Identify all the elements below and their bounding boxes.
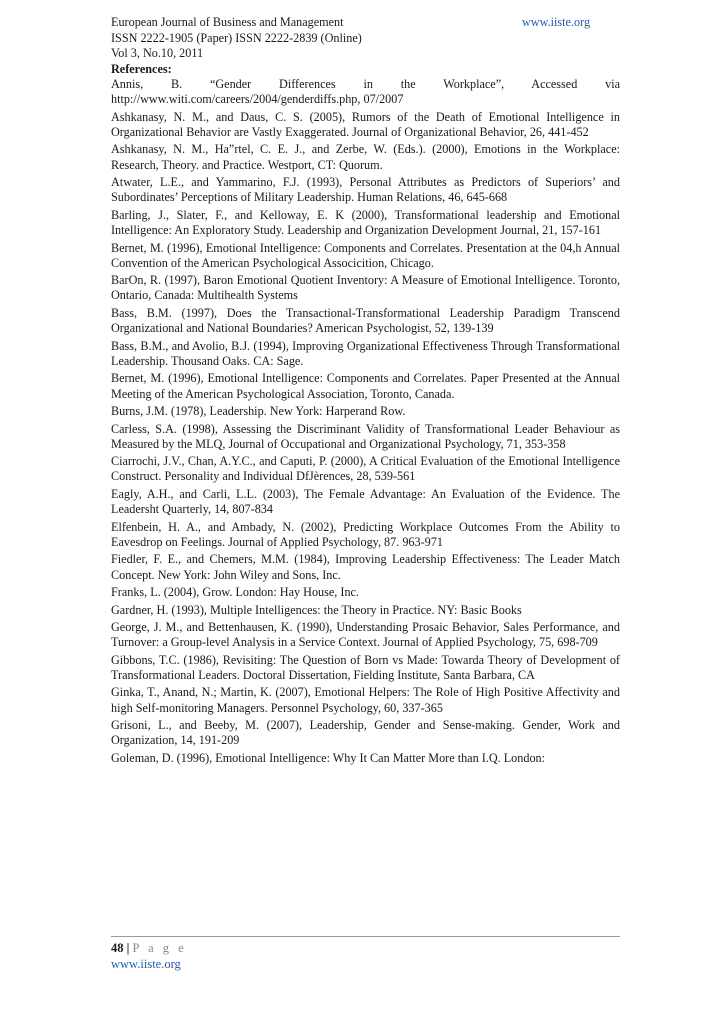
reference-item: Fiedler, F. E., and Chemers, M.M. (1984), Improving Leadership Effectiveness: The Leader Match Concept. New York: John Wiley and Sons, Inc. — [111, 552, 620, 582]
journal-header-row — [111, 15, 620, 31]
reference-item: Atwater, L.E., and Yammarino, F.J. (1993), Personal Attributes as Predictors of Superiors’ and Subordinates’ Perceptions of Military Leadership. Human Relations, 46, 645-668 — [111, 175, 620, 205]
reference-item: Grisoni, L., and Beeby, M. (2007), Leadership, Gender and Sense-making. Gender, Work and Organization, 14, 191-209 — [111, 718, 620, 748]
footer-divider — [111, 936, 620, 937]
reference-item: Gibbons, T.C. (1986), Revisiting: The Question of Born vs Made: Towarda Theory of Development of Transformational Leaders. Doctoral Dissertation, Fielding Institute, Santa Barbara, CA — [111, 652, 620, 682]
reference-item: Gardner, H. (1993), Multiple Intelligences: the Theory in Practice. NY: Basic Books — [111, 602, 522, 617]
reference-item: Ashkanasy, N. M., Ha”rtel, C. E. J., and Zerbe, W. (Eds.). (2000), Emotions in the Workplace: Research, Theory. and Practice. Westport, CT: Quorum. — [111, 142, 620, 172]
references-heading: References: — [111, 61, 172, 76]
reference-item: Bernet, M. (1996), Emotional Intelligence: Components and Correlates. Presentation at the 04,h Annual Convention of the American Psychological Associcition, Chicago. — [111, 240, 620, 270]
journal-title: European Journal of Business and Management — [111, 15, 344, 29]
reference-item: Bernet, M. (1996), Emotional Intelligence: Components and Correlates. Paper Presented at the Annual Meeting of the American Psychological Association, Toronto, Canada. — [111, 371, 620, 401]
reference-item: Barling, J., Slater, F., and Kelloway, E. K (2000), Transformational leadership and Emotional Intelligence: An Exploratory Study. Leadership and Organization Development Journal, 21, 157-161 — [111, 207, 620, 238]
reference-item: Bass, B.M. (1997), Does the Transactional-Transformational Leadership Paradigm Transcend Organizational and National Boundaries? American Psychologist, 52, 139-139 — [111, 305, 620, 336]
page-word: P a g e — [132, 941, 187, 955]
issn-line: ISSN 2222-1905 (Paper) ISSN 2222-2839 (Online) — [111, 30, 362, 45]
journal-header-url[interactable]: www.iiste.org — [522, 15, 591, 29]
reference-item: Bass, B.M., and Avolio, B.J. (1994), Improving Organizational Effectiveness Through Transformational Leadership. Thousand Oaks. CA: Sage. — [111, 338, 620, 368]
reference-item: Franks, L. (2004), Grow. London: Hay House, Inc. — [111, 585, 359, 600]
volume-line: Vol 3, No.10, 2011 — [111, 46, 204, 60]
reference-item: Ashkanasy, N. M., and Daus, C. S. (2005), Rumors of the Death of Emotional Intelligence in Organizational Behavior are Vastly Exaggerated. Journal of Organizational Behavior, 26, 441-452 — [111, 109, 620, 139]
reference-item: Carless, S.A. (1998), Assessing the Discriminant Validity of Transformational Leader Behaviour as Measured by the MLQ, Journal of Occupational and Organizational Psychology, 71, 353-358 — [111, 421, 620, 451]
reference-item: George, J. M., and Bettenhausen, K. (1990), Understanding Prosaic Behavior, Sales Performance, and Turnover: a Group-level Analysis in a Service Context. Journal of Applied Psychology, 75, 698-709 — [111, 620, 620, 650]
reference-item: Eagly, A.H., and Carli, L.L. (2003), The Female Advantage: An Evaluation of the Evidence. The Leadersht Quarterly, 14, 807-834 — [111, 486, 620, 517]
page-content — [111, 15, 620, 768]
page-footer — [111, 936, 620, 972]
reference-list — [111, 77, 620, 766]
page-number: 48 — [111, 941, 124, 955]
reference-item: Ginka, T., Anand, N.; Martin, K. (2007), Emotional Helpers: The Role of High Positive Affectivity and high Self-monitoring Managers. Personnel Psychology, 60, 337-365 — [111, 685, 620, 715]
reference-item: Annis, B. “Gender Differences in the Workplace”, Accessed via http://www.witi.com/careers/2004/genderdiffs.php, 07/2007 — [111, 77, 620, 107]
page-separator: | — [126, 941, 130, 955]
reference-item: Elfenbein, H. A., and Ambady, N. (2002), Predicting Workplace Outcomes From the Ability to Eavesdrop on Feelings. Journal of Applied Psychology, 87. 963-971 — [111, 519, 620, 549]
page-number-line — [111, 940, 620, 956]
footer-url[interactable]: www.iiste.org — [111, 957, 181, 971]
reference-item: Ciarrochi, J.V., Chan, A.Y.C., and Caputi, P. (2000), A Critical Evaluation of the Emotional Intelligence Construct. Personality and Individual DfJèrences, 28, 539-561 — [111, 454, 620, 484]
reference-item: BarOn, R. (1997), Baron Emotional Quotient Inventory: A Measure of Emotional Intelligence. Toronto, Ontario, Canada: Multihealth Systems — [111, 273, 620, 303]
reference-item: Burns, J.M. (1978), Leadership. New York: Harperand Row. — [111, 404, 406, 419]
reference-item: Goleman, D. (1996), Emotional Intelligence: Why It Can Matter More than I.Q. London: — [111, 750, 546, 765]
